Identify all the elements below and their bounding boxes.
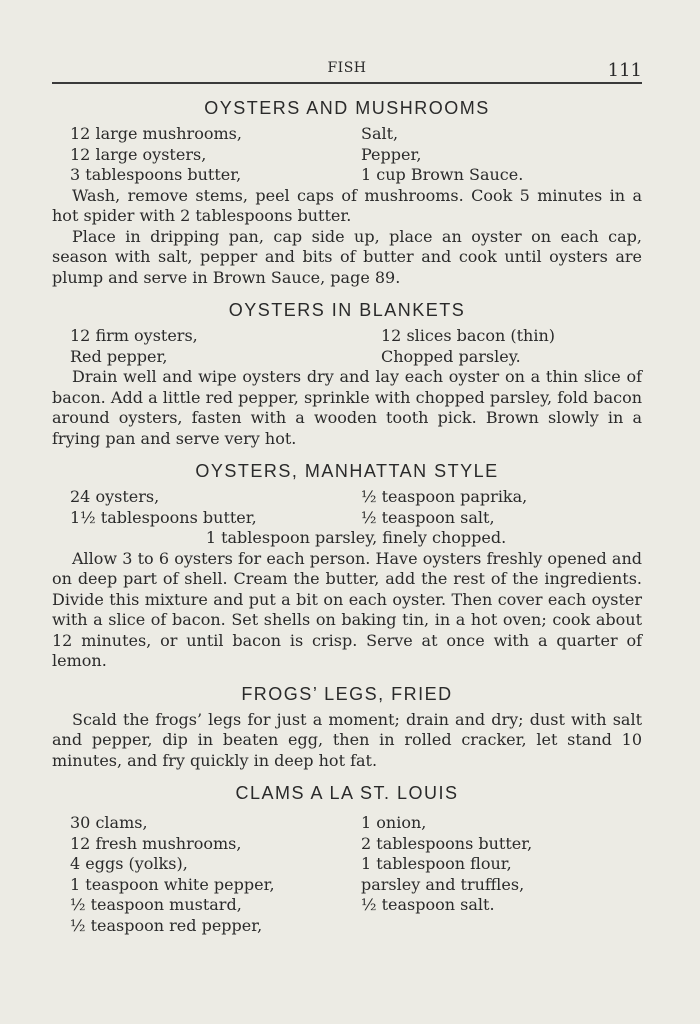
ingredient: 12 fresh mushrooms, [70,833,242,853]
ingredient-list [52,326,642,367]
ingredient: ½ teaspoon salt. [361,895,495,914]
instruction-paragraph: Scald the frogs’ legs for just a moment; drain and dry; dust with salt and pepper, dip in beaten egg, then in rolled cracker, let stand 10 minutes, and fry quickly in deep hot fat. [52,709,642,770]
page-header [52,0,642,96]
ingredient-list [52,124,642,186]
ingredient: Red pepper, [70,346,168,366]
instruction-paragraph: Place in dripping pan, cap side up, place an oyster on each cap, season with salt, pepper and bits of butter and cook until oysters are plump and serve in Brown Sauce, page 89. [52,226,642,287]
ingredient: 12 firm oysters, [70,326,198,345]
ingredient: ½ teaspoon salt, [361,507,495,527]
ingredient: 4 eggs (yolks), [70,854,188,873]
ingredient: 12 slices bacon (thin) [381,326,556,345]
ingredient: Salt, [361,124,399,143]
recipe-oysters-and-mushrooms [52,96,642,288]
recipe-clams-a-la-st-louis [52,781,642,936]
ingredient: 24 oysters, [70,487,160,506]
ingredient: Pepper, [361,144,422,164]
ingredient: 12 large oysters, [70,144,207,164]
ingredient-column-right [361,326,642,367]
recipe-title: OYSTERS AND MUSHROOMS [204,98,490,118]
ingredient: Chopped parsley. [381,346,521,366]
ingredient-column-right [361,124,642,186]
ingredient: ½ teaspoon paprika, [361,487,528,506]
recipe-oysters-manhattan-style [52,459,642,672]
ingredient-column-right [361,813,642,936]
ingredient-column-left [70,326,351,367]
recipe-title: OYSTERS IN BLANKETS [228,300,466,320]
recipe-title: FROGS’ LEGS, FRIED [241,683,453,704]
ingredient: 3 tablespoons butter, [70,165,242,184]
ingredient-column-right [361,487,642,528]
ingredient: 1 tablespoon flour, [361,854,512,873]
ingredient: 1½ tablespoons butter, [70,507,257,527]
ingredient: 1 cup Brown Sauce. [361,165,524,184]
ingredient: 1 onion, [361,813,427,832]
instruction-paragraph: Allow 3 to 6 oysters for each person. Have oysters freshly opened and on deep part of shell. Cream the butter, add the rest of the ingredients. Divide this mixture and put a bit on each oyster. Then cover each oyster with a slice of bacon. Set shells on baking tin, in a hot oven; cook about 12 minutes, or until bacon is crisp. Serve at once with a quarter of lemon. [52,548,642,670]
instruction-paragraph: Drain well and wipe oysters dry and lay each oyster on a thin slice of bacon. Add a little red pepper, sprinkle with chopped parsley, fold bacon around oysters, fasten with a wooden tooth pick. Brown slowly in a frying pan and serve very hot. [52,367,642,448]
ingredient: parsley and truffles, [361,874,525,894]
header-rule [52,82,642,84]
recipe-title: CLAMS A LA ST. LOUIS [235,783,459,803]
recipe-oysters-in-blankets [52,298,642,449]
ingredient-list [52,813,642,936]
recipe-frogs-legs-fried [52,682,642,772]
ingredient-column-left [70,487,351,528]
ingredient: ½ teaspoon mustard, [70,895,242,914]
ingredient-list [52,487,642,549]
ingredient: 30 clams, [70,813,148,832]
ingredient: 1 tablespoon parsley, finely chopped. [205,528,507,547]
ingredient: 1 teaspoon white pepper, [70,874,275,894]
ingredient: ½ teaspoon red pepper, [70,915,263,935]
running-head: FISH [327,60,367,76]
ingredient: 2 tablespoons butter, [361,833,533,853]
ingredient-column-left [70,124,351,186]
instruction-paragraph: Wash, remove stems, peel caps of mushrooms. Cook 5 minutes in a hot spider with 2 tablespoons butter. [52,185,642,225]
page-number: 111 [607,60,642,81]
recipe-title: OYSTERS, MANHATTAN STYLE [195,461,499,481]
ingredient-column-left [70,813,351,936]
ingredient: 12 large mushrooms, [70,124,242,143]
